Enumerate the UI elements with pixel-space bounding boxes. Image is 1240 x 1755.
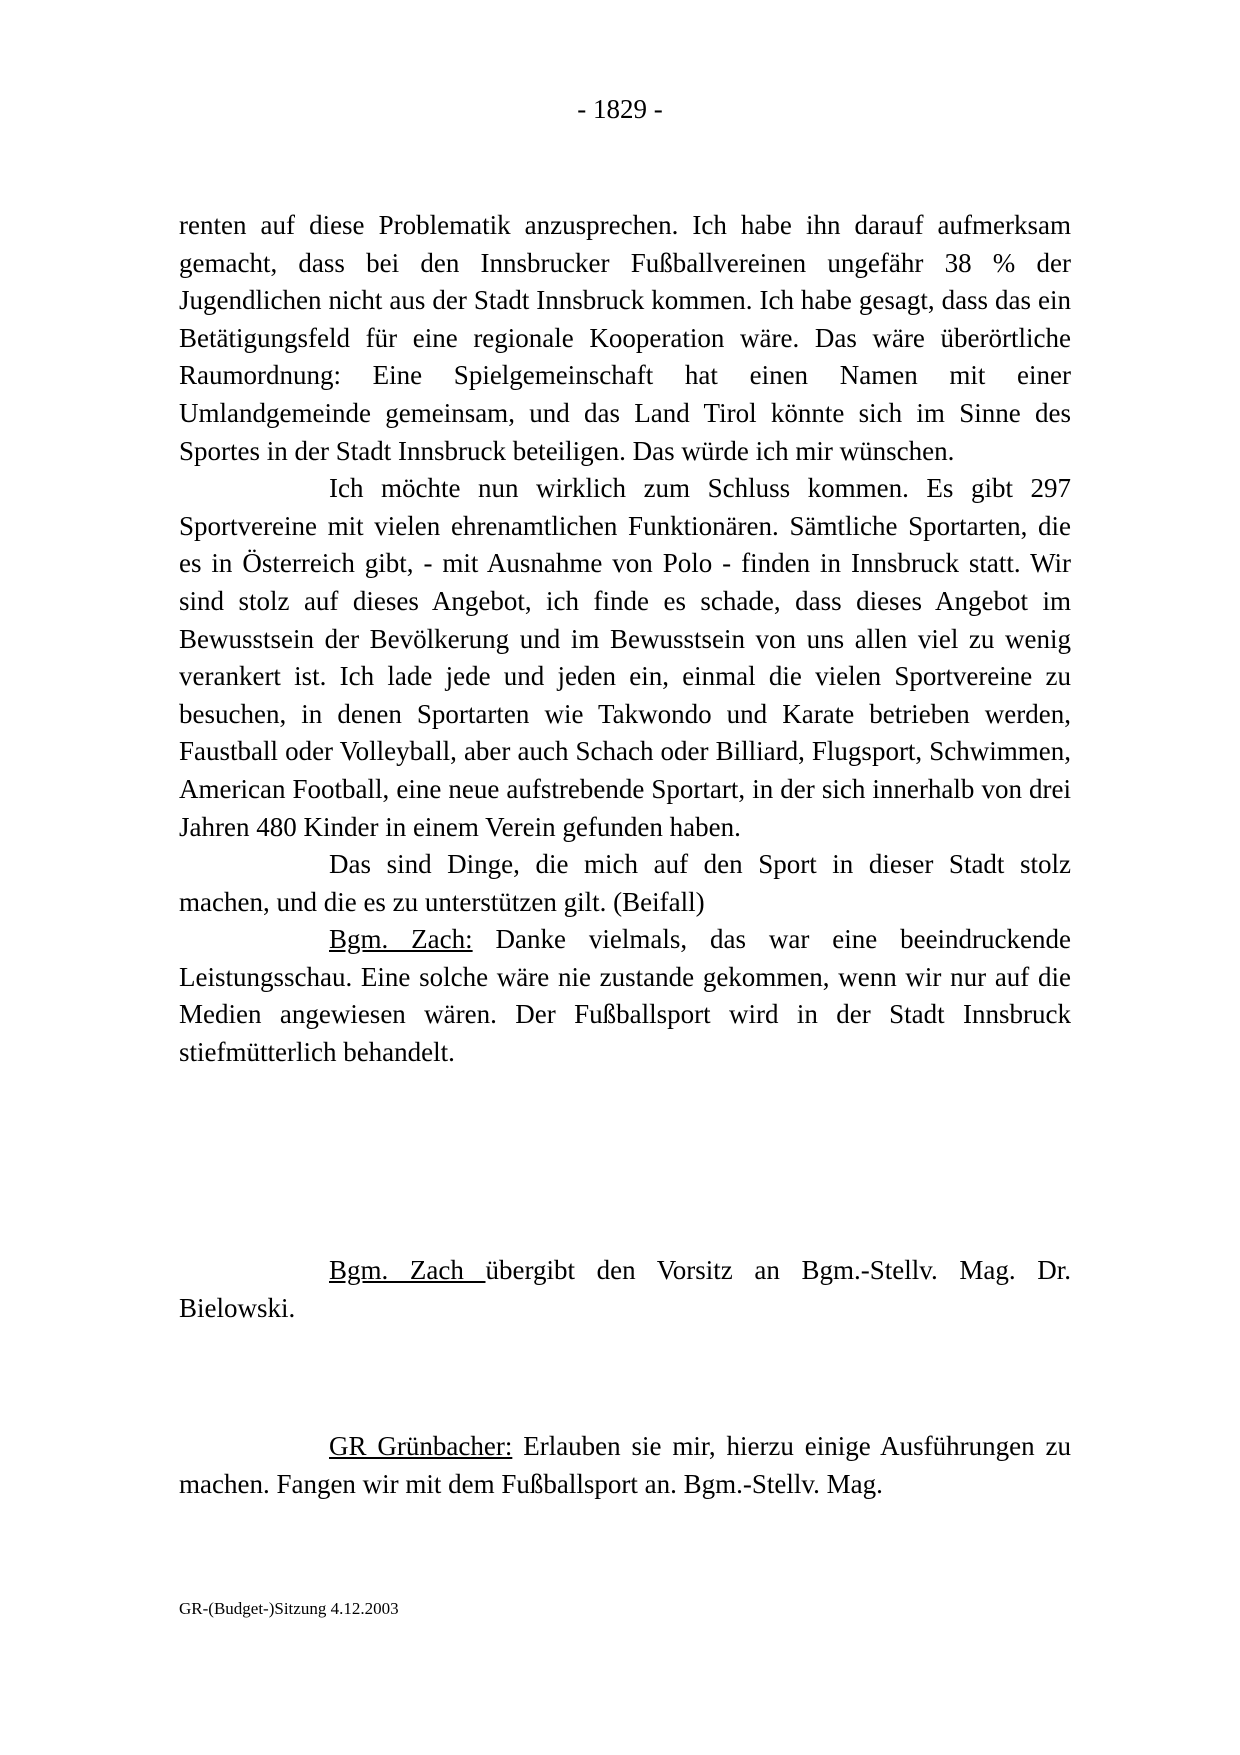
- paragraph-6: [179, 1428, 1071, 1503]
- speech-text: Danke vielmals, das war eine beeindruckende Leistungsschau. Eine solche wäre nie zustande gekommen, wenn wir nur auf die Medien angewiesen wären. Der Fußballsport wird in der Stadt Innsbruck stiefmütterlich behandelt.: [179, 924, 1071, 1068]
- speech-text: Erlauben sie mir, hierzu einige Ausführungen zu machen. Fangen wir mit dem Fußballsport an. Bgm.-Stellv. Mag.: [179, 1431, 1071, 1499]
- paragraph-3: Das sind Dinge, die mich auf den Sport in dieser Stadt stolz machen, und die es zu unterstützen gilt. (Beifall): [179, 849, 1071, 917]
- speaker-name: Bgm. Zach: [329, 1255, 486, 1285]
- paragraph-4: [179, 921, 1071, 1071]
- text-block-speaker: [179, 1428, 1071, 1503]
- paragraph-1: renten auf diese Problematik anzusprechen. Ich habe ihn darauf aufmerksam gemacht, dass bei den Innsbrucker Fußballvereinen ungefähr 38 % der Jugendlichen nicht aus der Stadt Innsbruck kommen. Ich habe gesagt, dass das ein Betätigungsfeld für eine regionale Kooperation wäre. Das wäre überörtliche Raumordnung: Eine Spielgemeinschaft hat einen Namen mit einer Umlandgemeinde gemeinsam, und das Land Tirol könnte sich im Sinne des Sportes in der Stadt Innsbruck beteiligen. Das würde ich mir wünschen.: [179, 210, 1071, 466]
- text-block-chair-handover: [179, 1252, 1071, 1327]
- paragraph-2: Ich möchte nun wirklich zum Schluss kommen. Es gibt 297 Sportvereine mit vielen ehrenamtlichen Funktionären. Sämtliche Sportarten, die es in Österreich gibt, - mit Ausnahme von Polo - finden in Innsbruck statt. Wir sind stolz auf dieses Angebot, ich finde es schade, dass dieses Angebot im Bewusstsein der Bevölkerung und im Bewusstsein von uns allen viel zu wenig verankert ist. Ich lade jede und jeden ein, einmal die vielen Sportvereine zu besuchen, in denen Sportarten wie Takwondo und Karate betrieben werden, Faustball oder Volleyball, aber auch Schach oder Billiard, Flugsport, Schwimmen, American Football, eine neue aufstrebende Sportart, in der sich innerhalb von drei Jahren 480 Kinder in einem Verein gefunden haben.: [179, 473, 1071, 842]
- text-block-main: [179, 207, 1071, 1072]
- speaker-name: Bgm. Zach:: [329, 924, 473, 955]
- paragraph-5: [179, 1252, 1071, 1327]
- speaker-name: GR Grünbacher:: [329, 1431, 513, 1461]
- procedural-note: übergibt den Vorsitz an Bgm.-Stellv. Mag. Dr. Bielowski.: [179, 1255, 1071, 1323]
- page-number: - 1829 -: [577, 94, 663, 124]
- page-footer: GR-(Budget-)Sitzung 4.12.2003: [179, 1599, 399, 1618]
